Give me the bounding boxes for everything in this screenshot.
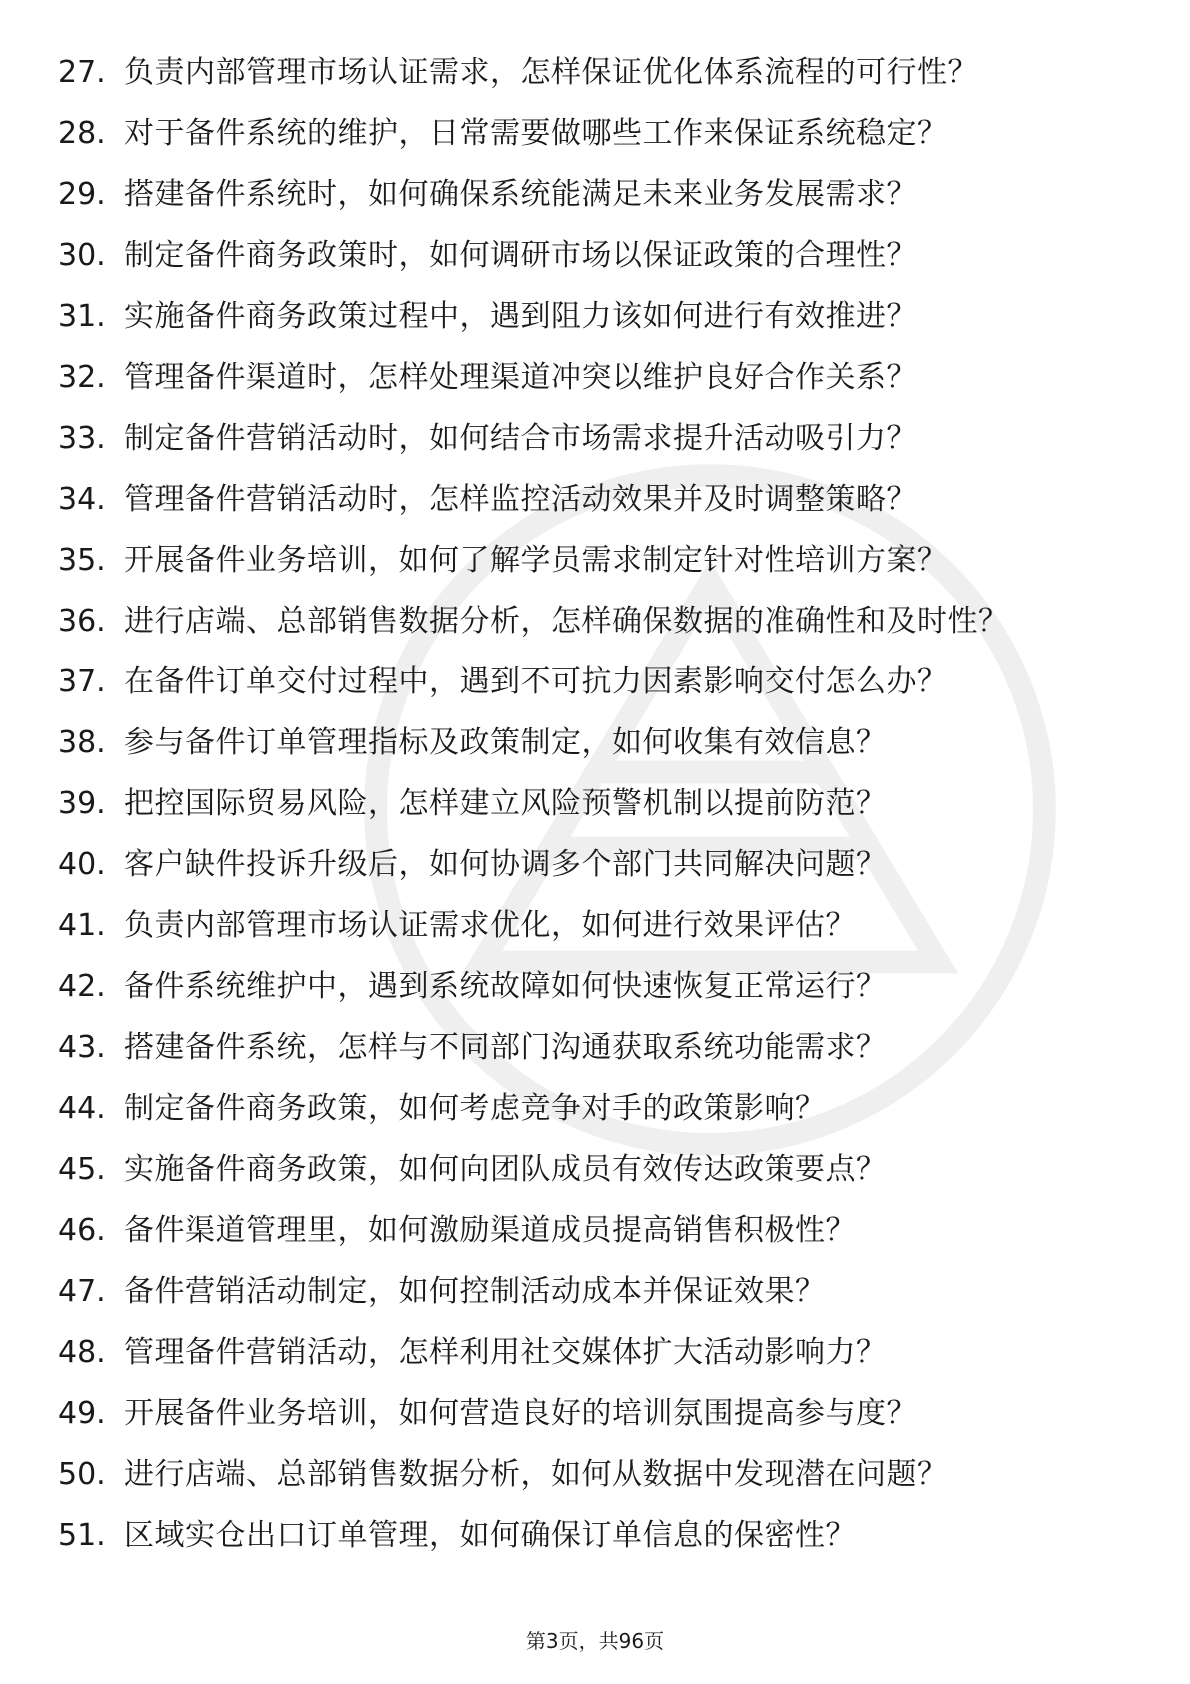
question-item: [58, 1271, 1138, 1312]
question-text: 备件系统维护中，遇到系统故障如何快速恢复正常运行？: [124, 969, 887, 1004]
question-number: 37.: [58, 664, 106, 699]
question-number: 31.: [58, 299, 106, 334]
question-item: [58, 113, 1138, 154]
question-item: [58, 844, 1138, 885]
question-text: 客户缺件投诉升级后，如何协调多个部门共同解决问题？: [124, 847, 887, 882]
question-number: 34.: [58, 482, 106, 517]
question-text: 实施备件商务政策过程中，遇到阻力该如何进行有效推进？: [124, 299, 917, 334]
question-item: [58, 1454, 1138, 1495]
question-text: 制定备件商务政策，如何考虑竞争对手的政策影响？: [124, 1091, 826, 1126]
question-text: 实施备件商务政策，如何向团队成员有效传达政策要点？: [124, 1152, 887, 1187]
question-item: [58, 540, 1138, 581]
question-number: 35.: [58, 543, 106, 578]
question-item: [58, 479, 1138, 520]
question-item: [58, 905, 1138, 946]
question-text: 对于备件系统的维护，日常需要做哪些工作来保证系统稳定？: [124, 116, 948, 151]
question-item: [58, 601, 1138, 642]
question-item: [58, 296, 1138, 337]
question-item: [58, 722, 1138, 763]
question-item: [58, 1393, 1138, 1434]
question-item: [58, 1210, 1138, 1251]
question-number: 40.: [58, 847, 106, 882]
question-text: 备件营销活动制定，如何控制活动成本并保证效果？: [124, 1274, 826, 1309]
question-number: 46.: [58, 1213, 106, 1248]
question-item: [58, 1088, 1138, 1129]
question-number: 29.: [58, 177, 106, 212]
question-text: 参与备件订单管理指标及政策制定，如何收集有效信息？: [124, 725, 887, 760]
question-number: 44.: [58, 1091, 106, 1126]
question-text: 制定备件商务政策时，如何调研市场以保证政策的合理性？: [124, 238, 917, 273]
question-number: 28.: [58, 116, 106, 151]
question-text: 进行店端、总部销售数据分析，如何从数据中发现潜在问题？: [124, 1457, 948, 1492]
question-item: [58, 1149, 1138, 1190]
question-text: 搭建备件系统，怎样与不同部门沟通获取系统功能需求？: [124, 1030, 887, 1065]
question-text: 管理备件渠道时，怎样处理渠道冲突以维护良好合作关系？: [124, 360, 917, 395]
question-number: 27.: [58, 55, 106, 90]
question-item: [58, 418, 1138, 459]
question-number: 39.: [58, 786, 106, 821]
question-number: 36.: [58, 604, 106, 639]
question-number: 43.: [58, 1030, 106, 1065]
question-list: [58, 52, 1138, 1576]
question-text: 管理备件营销活动时，怎样监控活动效果并及时调整策略？: [124, 482, 917, 517]
question-item: [58, 966, 1138, 1007]
question-item: [58, 52, 1138, 93]
question-text: 开展备件业务培训，如何营造良好的培训氛围提高参与度？: [124, 1396, 917, 1431]
question-number: 49.: [58, 1396, 106, 1431]
question-text: 开展备件业务培训，如何了解学员需求制定针对性培训方案？: [124, 543, 948, 578]
question-item: [58, 174, 1138, 215]
question-text: 进行店端、总部销售数据分析，怎样确保数据的准确性和及时性？: [124, 604, 1009, 639]
question-number: 42.: [58, 969, 106, 1004]
question-text: 负责内部管理市场认证需求优化，如何进行效果评估？: [124, 908, 856, 943]
question-text: 把控国际贸易风险，怎样建立风险预警机制以提前防范？: [124, 786, 887, 821]
question-number: 32.: [58, 360, 106, 395]
question-item: [58, 1515, 1138, 1556]
question-text: 制定备件营销活动时，如何结合市场需求提升活动吸引力？: [124, 421, 917, 456]
question-text: 管理备件营销活动，怎样利用社交媒体扩大活动影响力？: [124, 1335, 887, 1370]
question-number: 50.: [58, 1457, 106, 1492]
question-number: 41.: [58, 908, 106, 943]
question-number: 33.: [58, 421, 106, 456]
page-number-label: 第3页，共96页: [525, 1629, 665, 1653]
question-text: 备件渠道管理里，如何激励渠道成员提高销售积极性？: [124, 1213, 856, 1248]
question-text: 负责内部管理市场认证需求，怎样保证优化体系流程的可行性？: [124, 55, 978, 90]
question-item: [58, 1332, 1138, 1373]
question-number: 38.: [58, 725, 106, 760]
question-item: [58, 783, 1138, 824]
question-item: [58, 235, 1138, 276]
page-footer: [0, 1628, 1190, 1654]
question-item: [58, 1027, 1138, 1068]
question-number: 51.: [58, 1518, 106, 1553]
question-item: [58, 661, 1138, 702]
question-text: 区域实仓出口订单管理，如何确保订单信息的保密性？: [124, 1518, 856, 1553]
question-text: 搭建备件系统时，如何确保系统能满足未来业务发展需求？: [124, 177, 917, 212]
question-text: 在备件订单交付过程中，遇到不可抗力因素影响交付怎么办？: [124, 664, 948, 699]
question-item: [58, 357, 1138, 398]
question-number: 30.: [58, 238, 106, 273]
question-number: 48.: [58, 1335, 106, 1370]
question-number: 45.: [58, 1152, 106, 1187]
question-number: 47.: [58, 1274, 106, 1309]
